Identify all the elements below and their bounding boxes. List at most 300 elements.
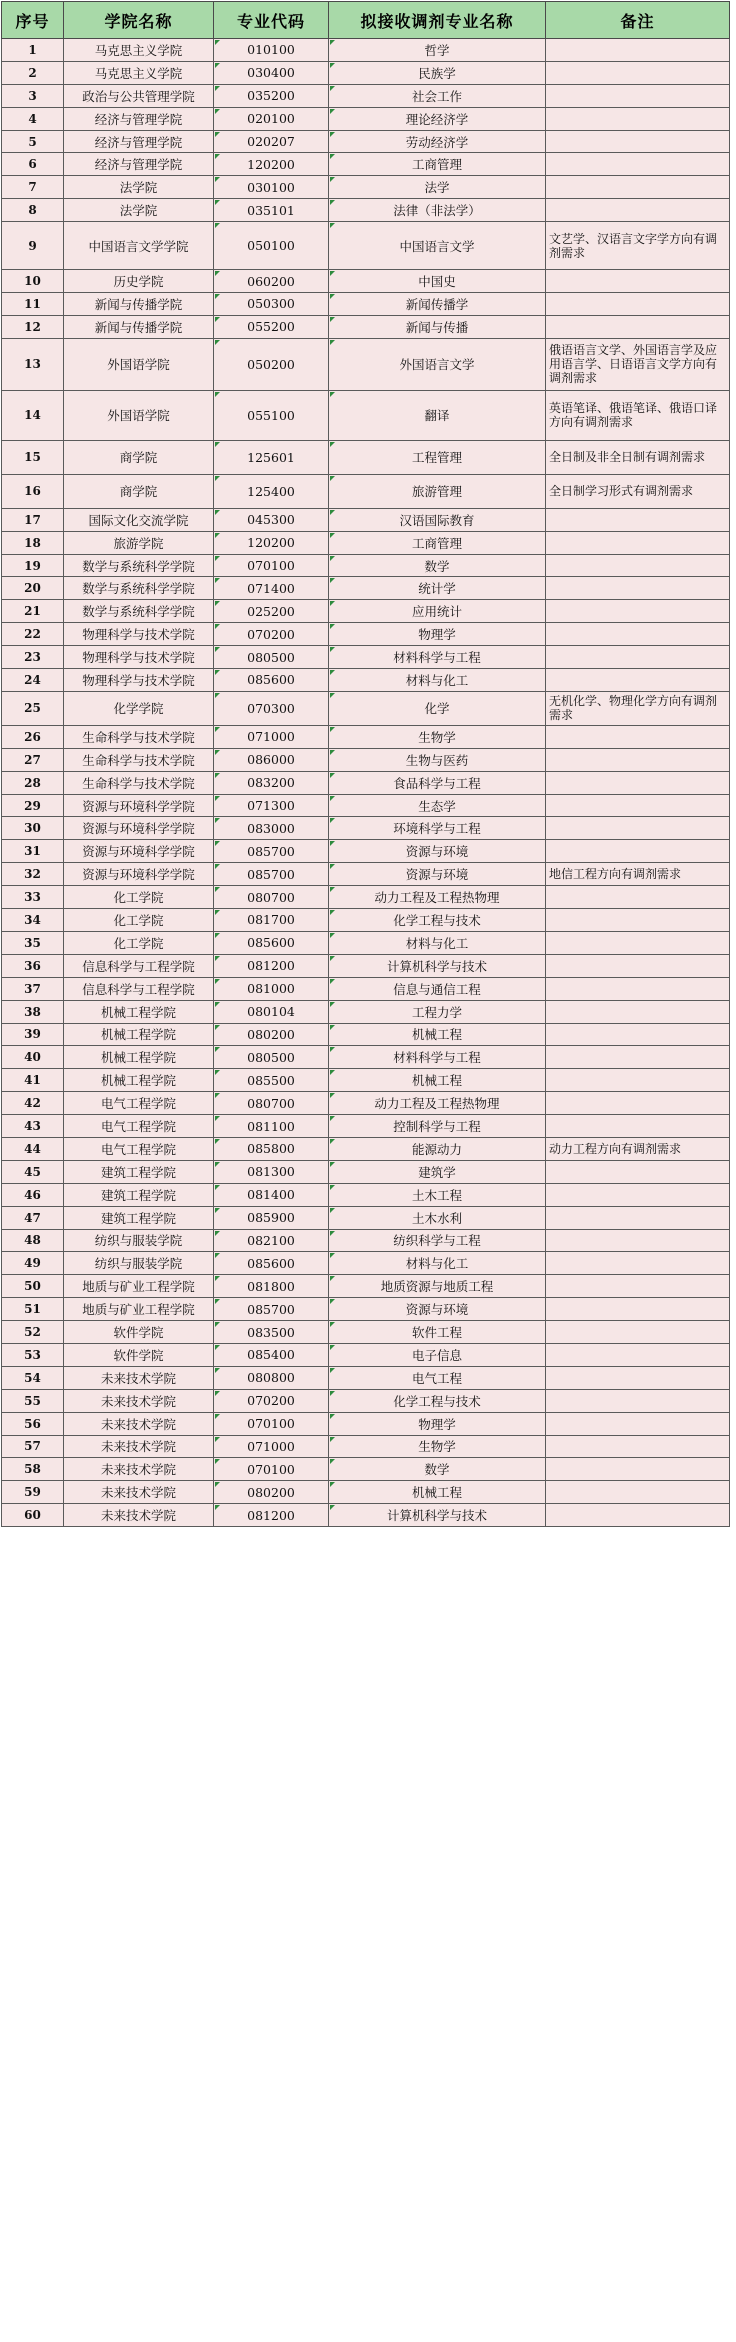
table-row	[2, 1389, 730, 1412]
table-row	[2, 623, 730, 646]
row-code: 081800	[214, 1275, 329, 1298]
row-major: 动力工程及工程热物理	[329, 1092, 546, 1115]
row-index: 13	[2, 338, 64, 390]
table-row	[2, 748, 730, 771]
table-row	[2, 840, 730, 863]
row-major: 电子信息	[329, 1343, 546, 1366]
row-college: 电气工程学院	[64, 1092, 214, 1115]
row-college: 经济与管理学院	[64, 107, 214, 130]
row-index: 30	[2, 817, 64, 840]
row-college: 商学院	[64, 440, 214, 474]
row-index: 50	[2, 1275, 64, 1298]
row-index: 12	[2, 315, 64, 338]
row-major: 机械工程	[329, 1069, 546, 1092]
table-row	[2, 293, 730, 316]
table-row	[2, 1183, 730, 1206]
row-college: 信息科学与工程学院	[64, 954, 214, 977]
row-index: 52	[2, 1321, 64, 1344]
row-major: 生物学	[329, 1435, 546, 1458]
row-note	[546, 1412, 730, 1435]
row-college: 机械工程学院	[64, 1069, 214, 1092]
row-note	[546, 554, 730, 577]
row-college: 信息科学与工程学院	[64, 977, 214, 1000]
row-major: 材料与化工	[329, 669, 546, 692]
row-index: 29	[2, 794, 64, 817]
table-row	[2, 1206, 730, 1229]
row-note	[546, 1000, 730, 1023]
row-code: 081700	[214, 909, 329, 932]
table-row	[2, 669, 730, 692]
table-row	[2, 554, 730, 577]
row-college: 资源与环境科学学院	[64, 840, 214, 863]
row-note	[546, 1481, 730, 1504]
row-note	[546, 1160, 730, 1183]
row-major: 生态学	[329, 794, 546, 817]
row-major: 环境科学与工程	[329, 817, 546, 840]
row-index: 10	[2, 270, 64, 293]
row-note	[546, 886, 730, 909]
row-code: 080700	[214, 1092, 329, 1115]
table-row	[2, 1275, 730, 1298]
row-note	[546, 748, 730, 771]
row-major: 软件工程	[329, 1321, 546, 1344]
table-row	[2, 646, 730, 669]
row-college: 未来技术学院	[64, 1412, 214, 1435]
header-index: 序号	[2, 2, 64, 39]
row-note	[546, 669, 730, 692]
table-row	[2, 61, 730, 84]
row-college: 化学学院	[64, 691, 214, 725]
table-row	[2, 315, 730, 338]
row-code: 085600	[214, 1252, 329, 1275]
row-major: 建筑学	[329, 1160, 546, 1183]
row-note	[546, 199, 730, 222]
row-college: 建筑工程学院	[64, 1183, 214, 1206]
row-college: 化工学院	[64, 886, 214, 909]
row-note	[546, 1275, 730, 1298]
table-row	[2, 1229, 730, 1252]
row-index: 46	[2, 1183, 64, 1206]
row-code: 010100	[214, 39, 329, 62]
row-code: 085700	[214, 863, 329, 886]
row-index: 48	[2, 1229, 64, 1252]
row-code: 125601	[214, 440, 329, 474]
row-index: 42	[2, 1092, 64, 1115]
row-note	[546, 954, 730, 977]
row-code: 085500	[214, 1069, 329, 1092]
row-major: 中国史	[329, 270, 546, 293]
row-college: 未来技术学院	[64, 1435, 214, 1458]
row-major: 计算机科学与技术	[329, 1504, 546, 1527]
row-index: 55	[2, 1389, 64, 1412]
row-college: 软件学院	[64, 1343, 214, 1366]
table-row	[2, 817, 730, 840]
row-note: 俄语语言文学、外国语言学及应用语言学、日语语言文学方向有调剂需求	[546, 338, 730, 390]
row-code: 082100	[214, 1229, 329, 1252]
row-index: 58	[2, 1458, 64, 1481]
table-row	[2, 1321, 730, 1344]
header-major: 拟接收调剂专业名称	[329, 2, 546, 39]
row-index: 8	[2, 199, 64, 222]
row-note	[546, 531, 730, 554]
row-code: 085700	[214, 1298, 329, 1321]
row-index: 53	[2, 1343, 64, 1366]
table-row	[2, 1000, 730, 1023]
row-index: 39	[2, 1023, 64, 1046]
row-note	[546, 153, 730, 176]
table-row	[2, 691, 730, 725]
row-code: 070200	[214, 623, 329, 646]
table-row	[2, 222, 730, 270]
row-college: 国际文化交流学院	[64, 508, 214, 531]
row-code: 080500	[214, 646, 329, 669]
table-row	[2, 954, 730, 977]
row-index: 18	[2, 531, 64, 554]
row-major: 民族学	[329, 61, 546, 84]
row-major: 资源与环境	[329, 1298, 546, 1321]
row-major: 土木水利	[329, 1206, 546, 1229]
row-college: 旅游学院	[64, 531, 214, 554]
row-index: 19	[2, 554, 64, 577]
row-major: 资源与环境	[329, 863, 546, 886]
row-college: 外国语学院	[64, 390, 214, 440]
row-index: 37	[2, 977, 64, 1000]
row-major: 新闻与传播	[329, 315, 546, 338]
row-note: 全日制学习形式有调剂需求	[546, 474, 730, 508]
row-note: 无机化学、物理化学方向有调剂需求	[546, 691, 730, 725]
row-major: 机械工程	[329, 1481, 546, 1504]
row-major: 地质资源与地质工程	[329, 1275, 546, 1298]
row-major: 计算机科学与技术	[329, 954, 546, 977]
row-note	[546, 909, 730, 932]
row-index: 15	[2, 440, 64, 474]
row-college: 政治与公共管理学院	[64, 84, 214, 107]
row-college: 经济与管理学院	[64, 153, 214, 176]
row-college: 马克思主义学院	[64, 61, 214, 84]
table-row	[2, 1046, 730, 1069]
row-code: 071000	[214, 1435, 329, 1458]
header-college: 学院名称	[64, 2, 214, 39]
row-index: 2	[2, 61, 64, 84]
row-note	[546, 623, 730, 646]
row-college: 资源与环境科学学院	[64, 794, 214, 817]
table-row	[2, 474, 730, 508]
row-college: 新闻与传播学院	[64, 293, 214, 316]
row-code: 071400	[214, 577, 329, 600]
row-code: 060200	[214, 270, 329, 293]
table-row	[2, 1435, 730, 1458]
row-note: 英语笔译、俄语笔译、俄语口译方向有调剂需求	[546, 390, 730, 440]
row-note	[546, 1321, 730, 1344]
row-college: 未来技术学院	[64, 1481, 214, 1504]
row-code: 055200	[214, 315, 329, 338]
row-note	[546, 130, 730, 153]
row-note	[546, 1092, 730, 1115]
row-index: 14	[2, 390, 64, 440]
row-major: 外国语言文学	[329, 338, 546, 390]
row-note	[546, 270, 730, 293]
row-major: 控制科学与工程	[329, 1115, 546, 1138]
row-index: 57	[2, 1435, 64, 1458]
row-major: 食品科学与工程	[329, 771, 546, 794]
row-note	[546, 1023, 730, 1046]
row-major: 信息与通信工程	[329, 977, 546, 1000]
row-note: 动力工程方向有调剂需求	[546, 1137, 730, 1160]
row-major: 数学	[329, 554, 546, 577]
row-index: 4	[2, 107, 64, 130]
row-college: 未来技术学院	[64, 1366, 214, 1389]
table-row	[2, 1343, 730, 1366]
row-code: 035101	[214, 199, 329, 222]
row-major: 哲学	[329, 39, 546, 62]
row-note	[546, 508, 730, 531]
table-row	[2, 338, 730, 390]
row-code: 080104	[214, 1000, 329, 1023]
row-college: 化工学院	[64, 909, 214, 932]
row-index: 9	[2, 222, 64, 270]
row-note	[546, 794, 730, 817]
table-row	[2, 725, 730, 748]
row-code: 080800	[214, 1366, 329, 1389]
row-major: 旅游管理	[329, 474, 546, 508]
row-code: 030100	[214, 176, 329, 199]
table-row	[2, 886, 730, 909]
row-code: 080700	[214, 886, 329, 909]
row-code: 083000	[214, 817, 329, 840]
row-index: 47	[2, 1206, 64, 1229]
row-code: 070100	[214, 1458, 329, 1481]
row-code: 020100	[214, 107, 329, 130]
row-major: 统计学	[329, 577, 546, 600]
row-college: 物理科学与技术学院	[64, 646, 214, 669]
table-row	[2, 1023, 730, 1046]
row-note	[546, 840, 730, 863]
row-code: 081200	[214, 1504, 329, 1527]
row-major: 化学	[329, 691, 546, 725]
row-index: 45	[2, 1160, 64, 1183]
row-code: 071000	[214, 725, 329, 748]
row-note	[546, 315, 730, 338]
header-row	[2, 2, 730, 39]
row-index: 16	[2, 474, 64, 508]
row-code: 080500	[214, 1046, 329, 1069]
row-code: 035200	[214, 84, 329, 107]
row-index: 20	[2, 577, 64, 600]
row-code: 050300	[214, 293, 329, 316]
row-major: 资源与环境	[329, 840, 546, 863]
row-index: 51	[2, 1298, 64, 1321]
row-major: 工商管理	[329, 531, 546, 554]
table-row	[2, 1137, 730, 1160]
row-index: 32	[2, 863, 64, 886]
header-note: 备注	[546, 2, 730, 39]
row-code: 070100	[214, 554, 329, 577]
row-major: 电气工程	[329, 1366, 546, 1389]
row-college: 法学院	[64, 176, 214, 199]
row-code: 083200	[214, 771, 329, 794]
row-college: 地质与矿业工程学院	[64, 1275, 214, 1298]
row-code: 020207	[214, 130, 329, 153]
row-index: 36	[2, 954, 64, 977]
table-row	[2, 390, 730, 440]
table-row	[2, 1412, 730, 1435]
row-index: 6	[2, 153, 64, 176]
row-index: 31	[2, 840, 64, 863]
table-row	[2, 1115, 730, 1138]
table-row	[2, 1366, 730, 1389]
row-code: 081200	[214, 954, 329, 977]
table-row	[2, 577, 730, 600]
adjustment-table	[1, 1, 730, 1527]
table-row	[2, 1069, 730, 1092]
row-note	[546, 1115, 730, 1138]
row-code: 070100	[214, 1412, 329, 1435]
row-college: 法学院	[64, 199, 214, 222]
row-college: 商学院	[64, 474, 214, 508]
table-row	[2, 508, 730, 531]
row-major: 动力工程及工程热物理	[329, 886, 546, 909]
row-major: 应用统计	[329, 600, 546, 623]
table-row	[2, 1160, 730, 1183]
row-code: 125400	[214, 474, 329, 508]
row-college: 电气工程学院	[64, 1137, 214, 1160]
row-index: 23	[2, 646, 64, 669]
row-index: 7	[2, 176, 64, 199]
row-index: 24	[2, 669, 64, 692]
row-index: 26	[2, 725, 64, 748]
row-college: 化工学院	[64, 931, 214, 954]
table-row	[2, 531, 730, 554]
row-index: 34	[2, 909, 64, 932]
row-code: 081000	[214, 977, 329, 1000]
table-row	[2, 1481, 730, 1504]
row-index: 17	[2, 508, 64, 531]
table-row	[2, 1252, 730, 1275]
row-index: 28	[2, 771, 64, 794]
row-major: 数学	[329, 1458, 546, 1481]
row-college: 数学与系统科学学院	[64, 600, 214, 623]
row-index: 27	[2, 748, 64, 771]
row-code: 085600	[214, 669, 329, 692]
table-row	[2, 771, 730, 794]
row-major: 物理学	[329, 623, 546, 646]
row-code: 081400	[214, 1183, 329, 1206]
table-body	[2, 39, 730, 1527]
row-note	[546, 725, 730, 748]
table-row	[2, 863, 730, 886]
row-major: 化学工程与技术	[329, 1389, 546, 1412]
row-college: 建筑工程学院	[64, 1160, 214, 1183]
header-code: 专业代码	[214, 2, 329, 39]
table-header	[2, 2, 730, 39]
table-row	[2, 176, 730, 199]
row-note: 文艺学、汉语言文字学方向有调剂需求	[546, 222, 730, 270]
row-index: 40	[2, 1046, 64, 1069]
row-major: 化学工程与技术	[329, 909, 546, 932]
row-code: 085900	[214, 1206, 329, 1229]
row-note	[546, 817, 730, 840]
table-row	[2, 130, 730, 153]
row-note	[546, 1206, 730, 1229]
row-major: 物理学	[329, 1412, 546, 1435]
row-major: 理论经济学	[329, 107, 546, 130]
row-index: 41	[2, 1069, 64, 1092]
row-note	[546, 1366, 730, 1389]
row-major: 材料与化工	[329, 1252, 546, 1275]
row-code: 080200	[214, 1481, 329, 1504]
row-college: 历史学院	[64, 270, 214, 293]
row-code: 081300	[214, 1160, 329, 1183]
row-college: 新闻与传播学院	[64, 315, 214, 338]
row-index: 35	[2, 931, 64, 954]
row-college: 资源与环境科学学院	[64, 817, 214, 840]
row-index: 11	[2, 293, 64, 316]
row-note	[546, 977, 730, 1000]
row-note	[546, 646, 730, 669]
row-major: 工商管理	[329, 153, 546, 176]
row-college: 物理科学与技术学院	[64, 623, 214, 646]
row-note	[546, 293, 730, 316]
row-code: 055100	[214, 390, 329, 440]
table-row	[2, 931, 730, 954]
row-index: 56	[2, 1412, 64, 1435]
row-college: 资源与环境科学学院	[64, 863, 214, 886]
row-college: 中国语言文学学院	[64, 222, 214, 270]
row-major: 材料与化工	[329, 931, 546, 954]
row-index: 22	[2, 623, 64, 646]
row-code: 070300	[214, 691, 329, 725]
row-major: 社会工作	[329, 84, 546, 107]
table-row	[2, 84, 730, 107]
row-note	[546, 1343, 730, 1366]
row-college: 建筑工程学院	[64, 1206, 214, 1229]
row-note: 全日制及非全日制有调剂需求	[546, 440, 730, 474]
row-college: 软件学院	[64, 1321, 214, 1344]
row-code: 085600	[214, 931, 329, 954]
row-college: 马克思主义学院	[64, 39, 214, 62]
table-row	[2, 909, 730, 932]
row-code: 070200	[214, 1389, 329, 1412]
row-major: 新闻传播学	[329, 293, 546, 316]
row-code: 071300	[214, 794, 329, 817]
row-code: 085800	[214, 1137, 329, 1160]
row-code: 045300	[214, 508, 329, 531]
row-index: 5	[2, 130, 64, 153]
row-note: 地信工程方向有调剂需求	[546, 863, 730, 886]
row-note	[546, 39, 730, 62]
row-code: 050200	[214, 338, 329, 390]
row-code: 120200	[214, 153, 329, 176]
table-row	[2, 199, 730, 222]
row-major: 材料科学与工程	[329, 646, 546, 669]
row-note	[546, 577, 730, 600]
table-row	[2, 1298, 730, 1321]
row-note	[546, 1183, 730, 1206]
row-college: 生命科学与技术学院	[64, 725, 214, 748]
row-major: 机械工程	[329, 1023, 546, 1046]
row-index: 38	[2, 1000, 64, 1023]
row-college: 未来技术学院	[64, 1504, 214, 1527]
row-major: 纺织科学与工程	[329, 1229, 546, 1252]
row-major: 法律（非法学）	[329, 199, 546, 222]
row-college: 纺织与服装学院	[64, 1229, 214, 1252]
row-code: 080200	[214, 1023, 329, 1046]
row-college: 生命科学与技术学院	[64, 771, 214, 794]
row-college: 机械工程学院	[64, 1023, 214, 1046]
table-row	[2, 1458, 730, 1481]
row-index: 59	[2, 1481, 64, 1504]
table-row	[2, 153, 730, 176]
